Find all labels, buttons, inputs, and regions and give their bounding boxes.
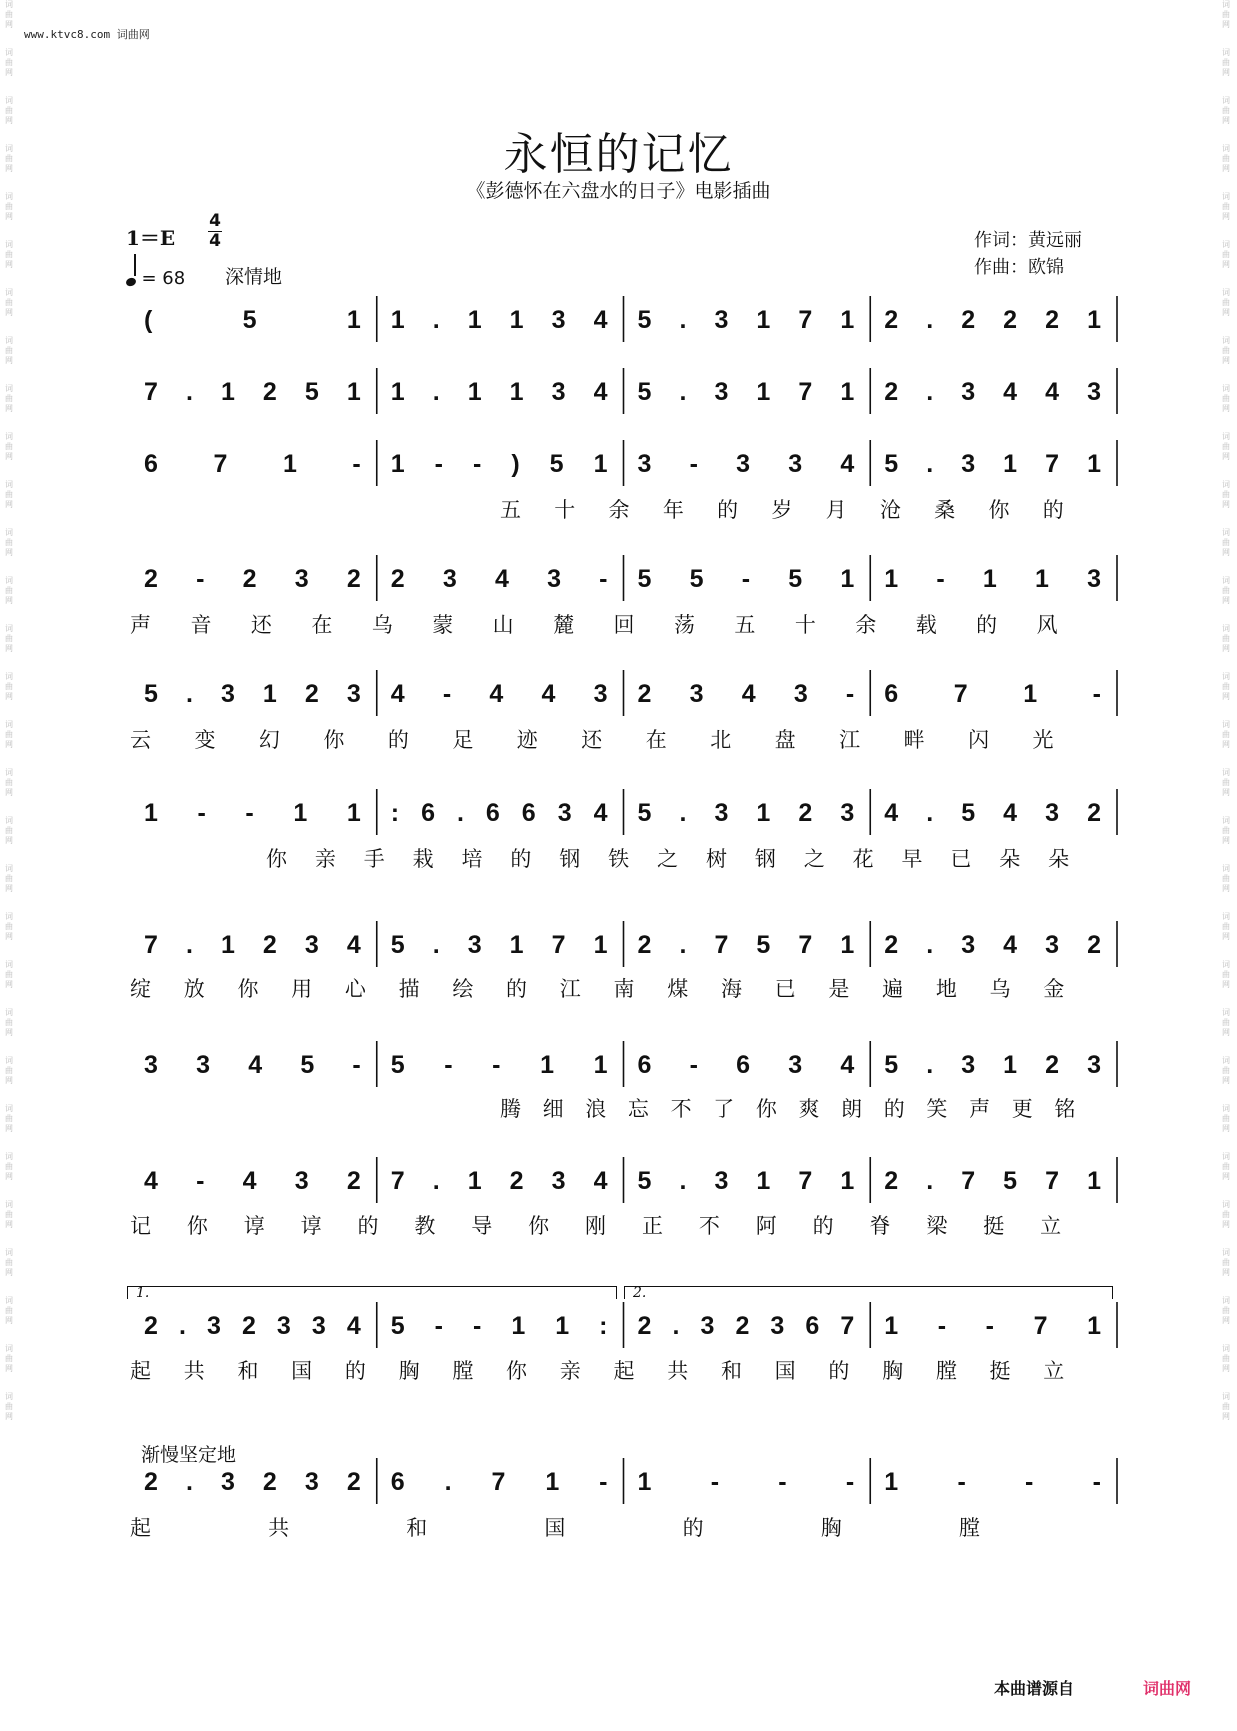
lyric-char: 声 — [130, 613, 151, 637]
watermark-text: 词 曲 网 — [1222, 432, 1230, 461]
lyric-char: 的 — [1042, 498, 1064, 522]
lyric-char: 铁 — [608, 847, 630, 871]
footer-brand-link[interactable]: 词曲网 — [1143, 1679, 1192, 1698]
second-ending-bracket — [624, 1286, 1113, 1299]
lyric-char: 钢 — [754, 847, 776, 871]
lyric-char: 南 — [613, 977, 635, 1001]
watermark-text: 词 曲 网 — [1222, 576, 1230, 605]
notation-measure: 2 - 2 3 2 — [144, 565, 361, 593]
lyric-char: 的 — [828, 1359, 850, 1383]
lyric-char: 十 — [554, 498, 576, 522]
lyric-char: 的 — [883, 1097, 905, 1121]
watermark-text: 词 曲 网 — [1222, 912, 1230, 941]
watermark-text: 词 曲 网 — [1222, 1200, 1230, 1229]
lyricist-credit: 作词：黄远丽 — [974, 230, 1082, 251]
watermark-text: 词 曲 网 — [5, 768, 13, 797]
watermark-text: 词 曲 网 — [1222, 480, 1230, 509]
notation-measure: 1 - - 1 1 — [144, 799, 361, 827]
watermark-text: 词 曲 网 — [5, 576, 13, 605]
watermark-text: 词 曲 网 — [1222, 1344, 1230, 1373]
watermark-text: 词 曲 网 — [1222, 384, 1230, 413]
watermark-text: 词 曲 网 — [5, 1056, 13, 1085]
notation-measure: 5 . 3 1 7 1 — [390, 931, 608, 959]
notation-measure: 5 . 3 1 7 1 — [637, 306, 855, 334]
lyric-char: 你 — [186, 1214, 208, 1238]
notation-measure: : 6 . 6 6 3 4 — [390, 799, 608, 827]
lyric-char: 你 — [755, 1097, 777, 1121]
lyric-char: 光 — [1032, 728, 1054, 752]
watermark-text: 词 曲 网 — [1222, 1008, 1230, 1037]
lyric-char: 共 — [268, 1516, 290, 1540]
lyric-char: 挺 — [983, 1214, 1005, 1238]
lyric-char: 的 — [717, 498, 739, 522]
lyric-char: 麓 — [553, 613, 575, 637]
lyric-char: 地 — [935, 977, 957, 1001]
lyric-char: 你 — [323, 728, 345, 752]
lyric-char: 早 — [901, 847, 923, 871]
notation-measure: 1 . 1 1 3 4 — [390, 378, 608, 406]
lyric-char: 在 — [311, 613, 333, 637]
lyric-char: 蒙 — [432, 613, 454, 637]
direction-text: 渐慢坚定地 — [141, 1444, 237, 1466]
watermark-text: 词 曲 网 — [1222, 768, 1230, 797]
notation-measure: 5 - - 1 1 — [390, 1051, 608, 1079]
notation-measure: 4 - 4 3 2 — [144, 1167, 361, 1195]
time-signature-top: 4 — [209, 211, 221, 231]
lyric-char: 还 — [250, 613, 272, 637]
lyric-char: 国 — [291, 1359, 313, 1383]
watermark-text: 词 曲 网 — [5, 96, 13, 125]
lyric-char: 五 — [734, 613, 756, 637]
notation-measure: 3 3 4 5 - — [144, 1051, 361, 1079]
watermark-text: 词 曲 网 — [1222, 1392, 1230, 1421]
lyric-char: 国 — [544, 1516, 566, 1540]
lyric-char: 的 — [510, 847, 532, 871]
first-ending-bracket — [127, 1286, 617, 1299]
lyric-char: 谆 — [300, 1214, 322, 1238]
notation-measure: 1 - - - — [884, 1468, 1101, 1496]
lyric-char: 心 — [344, 977, 366, 1001]
lyric-char: 共 — [183, 1359, 205, 1383]
watermark-text: 词 曲 网 — [5, 1248, 13, 1277]
lyric-char: 起 — [130, 1516, 151, 1540]
watermark-text: 词 曲 网 — [5, 0, 13, 29]
watermark-text: 词 曲 网 — [1222, 864, 1230, 893]
lyric-char: 和 — [406, 1516, 428, 1540]
lyric-char: 浪 — [585, 1097, 607, 1121]
lyric-char: 足 — [452, 728, 474, 752]
lyric-char: 笑 — [926, 1097, 948, 1121]
lyric-char: 的 — [344, 1359, 366, 1383]
lyric-char: 风 — [1036, 613, 1058, 637]
watermark-text: 词 曲 网 — [1222, 144, 1230, 173]
source-url: www.ktvc8.com 词曲网 — [24, 28, 150, 41]
lyric-char: 幻 — [258, 728, 280, 752]
lyric-char: 起 — [130, 1359, 151, 1383]
lyric-char: 绘 — [452, 977, 474, 1001]
lyric-char: 迹 — [516, 728, 538, 752]
lyric-char: 遍 — [882, 977, 904, 1001]
expression-mark: 深情地 — [225, 266, 283, 288]
lyric-char: 闪 — [968, 728, 990, 752]
notation-measure: 2 . 3 4 4 3 — [884, 378, 1101, 406]
lyric-char: 朵 — [999, 847, 1021, 871]
watermark-text: 词 曲 网 — [5, 384, 13, 413]
lyric-char: 了 — [713, 1097, 735, 1121]
time-signature-bottom: 4 — [209, 231, 221, 251]
watermark-text: 词 曲 网 — [5, 432, 13, 461]
notation-measure: 2 3 4 3 - — [637, 680, 855, 708]
watermark-text: 词 曲 网 — [1222, 624, 1230, 653]
lyric-char: 载 — [915, 613, 937, 637]
composer-credit: 作曲：欧锦 — [974, 257, 1064, 278]
watermark-text: 词 曲 网 — [1222, 0, 1230, 29]
lyric-char: 记 — [130, 1214, 151, 1238]
lyric-char: 细 — [542, 1097, 564, 1121]
lyric-char: 忘 — [627, 1097, 649, 1121]
watermark-text: 词 曲 网 — [5, 672, 13, 701]
notation-measure: 5 . 3 1 2 3 — [144, 680, 361, 708]
key-signature: 1＝E — [126, 226, 176, 250]
lyric-char: 金 — [1043, 977, 1065, 1001]
watermark-text: 词 曲 网 — [5, 624, 13, 653]
lyric-char: 树 — [705, 847, 727, 871]
watermark-text: 词 曲 网 — [5, 720, 13, 749]
notation-measure: 4 . 5 4 3 2 — [884, 799, 1101, 827]
lyric-char: 立 — [1040, 1214, 1062, 1238]
lyric-char: 导 — [471, 1214, 493, 1238]
lyric-char: 膛 — [935, 1359, 957, 1383]
lyric-char: 江 — [839, 728, 861, 752]
notation-measure: 2 . 2 2 2 1 — [884, 306, 1101, 334]
lyric-char: 畔 — [903, 728, 925, 752]
notation-measure: ( 5 1 — [144, 306, 361, 334]
notation-measure: 5 . 3 1 7 1 — [637, 1167, 855, 1195]
watermark-text: 词 曲 网 — [1222, 1104, 1230, 1133]
lyric-char: 描 — [398, 977, 420, 1001]
watermark-text: 词 曲 网 — [1222, 528, 1230, 557]
lyric-char: 和 — [720, 1359, 742, 1383]
watermark-text: 词 曲 网 — [5, 336, 13, 365]
watermark-text: 词 曲 网 — [5, 1392, 13, 1421]
watermark-text: 词 曲 网 — [5, 1008, 13, 1037]
lyric-char: 云 — [130, 728, 151, 752]
lyric-char: 正 — [641, 1214, 663, 1238]
tempo-value: = 68 — [141, 268, 186, 289]
lyric-char: 年 — [662, 498, 684, 522]
lyric-char: 煤 — [667, 977, 689, 1001]
notation-measure: 5 . 3 1 2 3 — [884, 1051, 1101, 1079]
lyric-char: 的 — [682, 1516, 704, 1540]
watermark-text: 词 曲 网 — [5, 912, 13, 941]
lyric-char: 和 — [237, 1359, 259, 1383]
lyric-char: 胸 — [398, 1359, 420, 1383]
notation-measure: 6 - 6 3 4 — [637, 1051, 855, 1079]
lyric-char: 起 — [613, 1359, 635, 1383]
watermark-text: 词 曲 网 — [5, 192, 13, 221]
lyric-char: 还 — [581, 728, 603, 752]
notation-measure: 7 . 1 2 3 4 — [390, 1167, 608, 1195]
watermark-text: 词 曲 网 — [1222, 672, 1230, 701]
footer-source-label: 本曲谱源自 — [994, 1679, 1075, 1698]
lyric-char: 的 — [812, 1214, 834, 1238]
lyric-char: 不 — [670, 1097, 692, 1121]
lyric-char: 北 — [710, 728, 732, 752]
lyric-char: 亲 — [314, 847, 336, 871]
notation-measure: 2 . 7 5 7 1 — [884, 1167, 1101, 1195]
lyric-char: 十 — [794, 613, 816, 637]
lyric-char: 沧 — [879, 498, 901, 522]
notation-measure: 5 5 - 5 1 — [637, 565, 855, 593]
lyric-char: 阿 — [755, 1214, 777, 1238]
watermark-text: 词 曲 网 — [5, 960, 13, 989]
notation-measure: 2 3 4 3 - — [390, 565, 608, 593]
watermark-text: 词 曲 网 — [1222, 96, 1230, 125]
watermark-text: 词 曲 网 — [5, 864, 13, 893]
lyric-char: 胸 — [882, 1359, 904, 1383]
notation-measure: 4 - 4 4 3 — [390, 680, 608, 708]
notation-measure: 2 . 3 4 3 2 — [884, 931, 1101, 959]
notation-measure: 1 - - - — [637, 1468, 855, 1496]
lyric-char: 亲 — [559, 1359, 581, 1383]
lyric-char: 已 — [950, 847, 972, 871]
lyric-char: 手 — [363, 847, 385, 871]
lyric-char: 教 — [414, 1214, 436, 1238]
lyric-char: 余 — [855, 613, 877, 637]
lyric-char: 国 — [774, 1359, 796, 1383]
watermark-text: 词 曲 网 — [1222, 720, 1230, 749]
lyric-char: 月 — [825, 498, 847, 522]
lyric-char: 乌 — [989, 977, 1011, 1001]
lyric-char: 声 — [969, 1097, 991, 1121]
watermark-text: 词 曲 网 — [5, 1296, 13, 1325]
watermark-text: 词 曲 网 — [5, 288, 13, 317]
lyric-char: 江 — [559, 977, 581, 1001]
lyric-char: 爽 — [798, 1097, 820, 1121]
watermark-text: 词 曲 网 — [1222, 1056, 1230, 1085]
lyric-char: 盘 — [774, 728, 796, 752]
notation-measure: 6 7 1 - — [144, 450, 361, 478]
notation-measure: 1 - - ) 5 1 — [390, 450, 608, 478]
notation-measure: 3 - 3 3 4 — [637, 450, 855, 478]
lyric-char: 你 — [528, 1214, 550, 1238]
notation-measure: 1 - 1 1 3 — [884, 565, 1101, 593]
lyric-char: 刚 — [585, 1214, 607, 1238]
watermark-text: 词 曲 网 — [5, 1104, 13, 1133]
lyric-char: 你 — [506, 1359, 528, 1383]
lyric-char: 你 — [237, 977, 259, 1001]
lyric-char: 脊 — [869, 1214, 891, 1238]
lyric-char: 胸 — [820, 1516, 842, 1540]
watermark-text: 词 曲 网 — [1222, 288, 1230, 317]
watermark-text: 词 曲 网 — [1222, 1248, 1230, 1277]
watermark-text: 词 曲 网 — [5, 1152, 13, 1181]
watermark-text: 词 曲 网 — [5, 480, 13, 509]
lyric-char: 铭 — [1054, 1097, 1076, 1121]
notation-measure: 7 . 1 2 5 1 — [144, 378, 361, 406]
lyric-char: 培 — [461, 847, 483, 871]
lyric-char: 山 — [492, 613, 514, 637]
song-subtitle: 《彭德怀在六盘水的日子》电影插曲 — [466, 180, 771, 202]
lyric-char: 已 — [774, 977, 796, 1001]
first-ending-label: 1. — [136, 1285, 150, 1301]
lyric-char: 变 — [194, 728, 216, 752]
watermark-text: 词 曲 网 — [1222, 1152, 1230, 1181]
watermark-text: 词 曲 网 — [1222, 816, 1230, 845]
watermark-text: 词 曲 网 — [5, 816, 13, 845]
notation-measure: 2 . 7 5 7 1 — [637, 931, 855, 959]
lyric-char: 在 — [645, 728, 667, 752]
lyric-char: 朗 — [841, 1097, 863, 1121]
lyric-char: 余 — [608, 498, 630, 522]
lyric-char: 的 — [357, 1214, 379, 1238]
lyric-char: 之 — [657, 847, 679, 871]
notation-measure: 5 . 3 1 7 1 — [884, 450, 1101, 478]
lyric-char: 荡 — [673, 613, 695, 637]
second-ending-label: 2. — [633, 1285, 647, 1301]
notation-measure: 7 . 1 2 3 4 — [144, 931, 361, 959]
lyric-char: 更 — [1011, 1097, 1033, 1121]
lyric-char: 朵 — [1048, 847, 1070, 871]
watermark-text: 词 曲 网 — [1222, 240, 1230, 269]
watermark-text: 词 曲 网 — [5, 240, 13, 269]
lyric-char: 桑 — [934, 498, 956, 522]
watermark-text: 词 曲 网 — [1222, 1296, 1230, 1325]
notation-measure: 2 . 3 2 3 3 4 — [144, 1312, 361, 1340]
lyric-char: 的 — [976, 613, 998, 637]
lyric-char: 膛 — [958, 1516, 980, 1540]
lyric-char: 你 — [266, 847, 287, 871]
lyric-char: 不 — [698, 1214, 720, 1238]
notation-measure: 6 . 7 1 - — [390, 1468, 608, 1496]
notation-measure: 5 . 3 1 2 3 — [637, 799, 855, 827]
lyric-char: 音 — [190, 613, 212, 637]
notation-measure: 5 . 3 1 7 1 — [637, 378, 855, 406]
lyric-char: 绽 — [130, 977, 151, 1001]
lyric-char: 挺 — [989, 1359, 1011, 1383]
lyric-char: 五 — [500, 498, 521, 522]
watermark-text: 词 曲 网 — [1222, 192, 1230, 221]
lyric-char: 海 — [720, 977, 742, 1001]
notation-measure: 1 . 1 1 3 4 — [390, 306, 608, 334]
lyric-char: 用 — [291, 977, 313, 1001]
lyric-char: 放 — [183, 977, 205, 1001]
lyric-char: 岁 — [771, 498, 793, 522]
watermark-text: 词 曲 网 — [5, 528, 13, 557]
lyric-char: 立 — [1043, 1359, 1065, 1383]
lyric-char: 钢 — [559, 847, 581, 871]
notation-measure: 6 7 1 - — [884, 680, 1101, 708]
watermark-text: 词 曲 网 — [5, 48, 13, 77]
notation-measure: 2 . 3 2 3 6 7 — [637, 1312, 855, 1340]
notation-measure: 5 - - 1 1 : — [390, 1312, 608, 1340]
lyric-char: 梁 — [926, 1214, 948, 1238]
lyric-char: 膛 — [452, 1359, 474, 1383]
lyric-char: 你 — [988, 498, 1010, 522]
lyric-char: 共 — [667, 1359, 689, 1383]
watermark-text: 词 曲 网 — [1222, 960, 1230, 989]
watermark-text: 词 曲 网 — [1222, 336, 1230, 365]
lyric-char: 栽 — [412, 847, 434, 871]
lyric-char: 花 — [852, 847, 874, 871]
lyric-char: 之 — [803, 847, 825, 871]
lyric-char: 乌 — [371, 613, 393, 637]
watermark-text: 词 曲 网 — [5, 1200, 13, 1229]
lyric-char: 腾 — [500, 1097, 521, 1121]
lyric-char: 的 — [387, 728, 409, 752]
lyric-char: 是 — [828, 977, 850, 1001]
song-title: 永恒的记忆 — [503, 129, 734, 180]
lyric-char: 谆 — [243, 1214, 265, 1238]
watermark-text: 词 曲 网 — [5, 1344, 13, 1373]
lyric-char: 回 — [613, 613, 635, 637]
watermark-text: 词 曲 网 — [5, 144, 13, 173]
notation-measure: 2 . 3 2 3 2 — [144, 1468, 361, 1496]
lyric-char: 的 — [506, 977, 528, 1001]
watermark-text: 词 曲 网 — [1222, 48, 1230, 77]
notation-measure: 1 - - 7 1 — [884, 1312, 1101, 1340]
